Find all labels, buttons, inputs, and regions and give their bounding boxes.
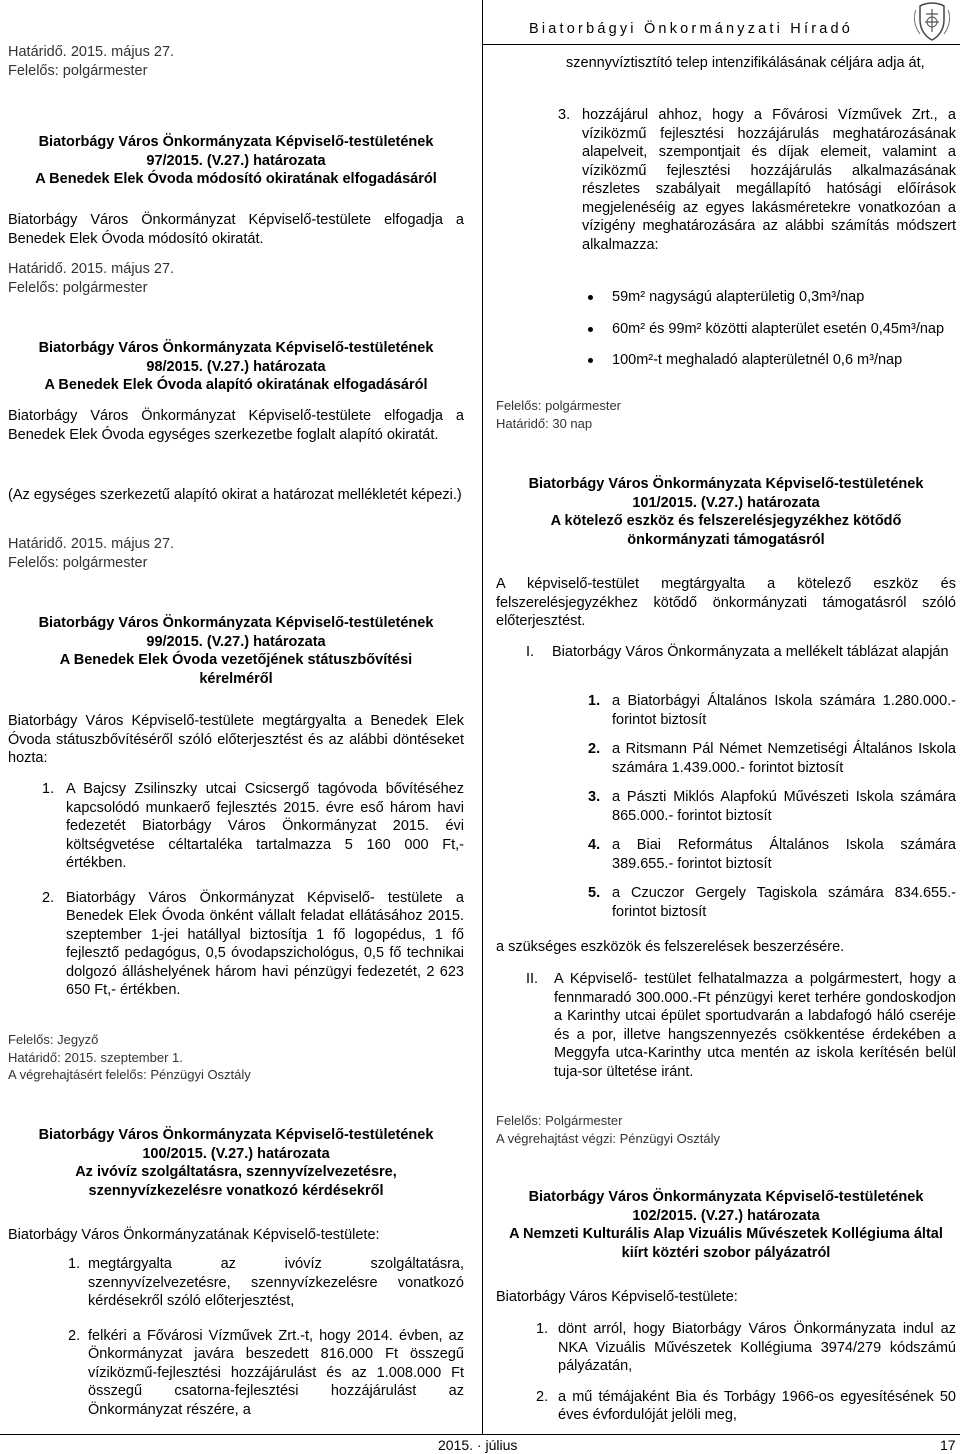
school-item — [588, 740, 956, 777]
responsible-text: Felelős: polgármester — [496, 398, 621, 413]
list-text: felkéri a Fővárosi Vízművek Zrt.-t, hogy 2014. évben, az Önkormányzat javára beszedett 816.000 Ft összegű víziközmű-fejlesztési hozzájárulást és az 1.008.000 Ft összegű csatorna-fejlesztési hozzájárulást az Önkormányzat részére, a — [88, 1327, 464, 1418]
resolution-heading: Biatorbágy Város Önkormányzata Képviselő-testületének — [38, 134, 434, 150]
bullet-text: 59m² nagyságú alapterületig 0,3m³/nap — [612, 289, 865, 305]
list-text: dönt arról, hogy Biatorbágy Város Önkormányzata indul az NKA Vizuális Művészetek Kollégiuma 3974/279 kódszámú pályázatán, — [558, 1321, 956, 1374]
resolution-102-intro: Biatorbágy Város Képviselő-testülete: — [496, 1289, 738, 1305]
deadline-text: Határidő. 2015. május 27. — [8, 44, 175, 60]
list-item — [68, 1255, 464, 1311]
school-item — [588, 884, 956, 921]
list-text: a mű témájaként Bia és Torbágy 1966-os egyesítésének 50 éves évfordulóját jelöli meg, — [558, 1388, 956, 1423]
list-item — [526, 643, 956, 662]
list-item — [42, 889, 464, 1000]
list-text: A Bajcsy Zsilinszky utcai Csicsergő tagóvoda bővítéséhez kapcsolódó munkaerő fejlesztés 2015. évre eső három havi fedezetét Biatorbágy Város Önkormányzat 2015. évi költségvetése céltartaléka tartalmazza 5 160 000 Ft,- értékben. — [66, 781, 464, 871]
resolution-99 — [8, 614, 464, 688]
list-number: 1. — [42, 781, 55, 797]
bullet-icon — [588, 327, 593, 332]
header-rule — [482, 44, 960, 45]
resolution-number: 102/2015. (V.27.) határozata — [632, 1207, 820, 1224]
resolution-title: A Benedek Elek Óvoda vezetőjének státuszbővítési kérelméről — [59, 652, 413, 687]
resolution-101 — [496, 475, 956, 549]
resolution-100-meta — [496, 397, 956, 432]
list-number: II. — [526, 971, 539, 987]
resolution-102-list — [496, 1320, 956, 1425]
bullet-text: 100m²-t meghaladó alapterületnél 0,6 m³/nap — [612, 352, 903, 368]
list-text: Biatorbágy Város Önkormányzata a mellékelt táblázat alapján — [552, 644, 949, 660]
responsible-text: Felelős: Polgármester — [496, 1113, 623, 1128]
water-demand-list — [496, 288, 956, 370]
list-number: 3. — [558, 107, 571, 123]
resolution-number: 101/2015. (V.27.) határozata — [632, 494, 820, 511]
resolution-99-body: Biatorbágy Város Képviselő-testülete megtárgyalta a Benedek Elek Óvoda státuszbővítéséről szóló előterjesztést és az alábbi döntéseket hozta: — [8, 713, 464, 766]
list-item — [42, 780, 464, 873]
newspaper-title: Biatorbágyi Önkormányzati Híradó — [528, 21, 854, 37]
list-number: 2. — [588, 741, 601, 757]
coat-of-arms-icon — [910, 0, 954, 44]
resolution-100-item-3 — [496, 106, 956, 254]
resolution-100-continuation: szennyvíztisztító telep intenzifikálásának céljára adja át, — [566, 55, 925, 71]
newspaper-header — [482, 0, 960, 48]
resolution-98-meta — [8, 535, 464, 572]
resolution-number: 100/2015. (V.27.) határozata — [142, 1145, 330, 1162]
bullet-icon — [588, 295, 593, 300]
school-item — [588, 692, 956, 729]
resolution-101-part-2 — [496, 970, 956, 1081]
deadline-text: Határidő. 2015. május 27. — [8, 261, 175, 277]
deadline-text: Határidő: 30 nap — [496, 415, 593, 431]
resolution-97 — [8, 133, 464, 189]
list-number: 1. — [68, 1256, 81, 1272]
list-number: 3. — [588, 789, 601, 805]
responsible-text: Felelős: polgármester — [8, 279, 148, 296]
resolution-101-part-1 — [496, 643, 956, 662]
resolution-number: 99/2015. (V.27.) határozata — [146, 633, 326, 650]
resolution-98 — [8, 339, 464, 395]
resolution-101-meta — [496, 1112, 956, 1147]
list-item — [536, 1388, 956, 1425]
bullet-icon — [588, 358, 593, 363]
resolution-heading: Biatorbágy Város Önkormányzata Képviselő-testületének — [38, 340, 434, 356]
resolution-98-note: (Az egységes szerkezetű alapító okirat a határozat mellékletét képezi.) — [8, 487, 462, 503]
column-divider — [482, 0, 483, 1434]
list-text: A Képviselő- testület felhatalmazza a polgármestert, hogy a fennmaradó 300.000.-Ft pénzügyi keret terhére gondoskodjon a Karinthy utcai épület sportudvarán a labdafogó háló cseréje és a por, illetve hangszennyezés csökkentése érdekében a Meggyfa utca-Karinthy utca mentén az iskola kerítésén belül tuja-sor ültetése iránt. — [554, 971, 956, 1080]
resolution-title: A Benedek Elek Óvoda alapító okiratának elfogadásáról — [44, 377, 428, 393]
list-text: megtárgyalta az ivóvíz szolgáltatásra, szennyvízelvezetésre, szennyvízkezelésre vonatkozó kérdésekről szóló előterjesztést, — [88, 1256, 464, 1309]
top-deadline-block — [8, 43, 464, 80]
resolution-heading: Biatorbágy Város Önkormányzata Képviselő-testületének — [38, 615, 434, 631]
resolution-title: Az ivóvíz szolgáltatásra, szennyvízelvezetésre, szennyvízkezelésre vonatkozó kérdésekről — [75, 1164, 397, 1199]
deadline-text: Határidő: 2015. szeptember 1. — [8, 1049, 183, 1065]
school-text: a Czuczor Gergely Tagiskola számára 834.655.- forintot biztosít — [612, 885, 956, 920]
resolution-100-list — [8, 1255, 464, 1419]
list-number: 2. — [68, 1327, 81, 1344]
resolution-title: A kötelező eszköz és felszerelésjegyzékhez kötődő önkormányzati támogatásról — [550, 513, 902, 548]
school-text: a Biai Református Általános Iskola számára 389.655.- forintot biztosít — [612, 837, 956, 872]
executor-text: A végrehajtásért felelős: Pénzügyi Osztály — [8, 1067, 251, 1082]
resolution-97-body: Biatorbágy Város Önkormányzat Képviselő-testülete elfogadja a Benedek Elek Óvoda módosító okiratát. — [8, 212, 464, 247]
resolution-99-list — [8, 780, 464, 1000]
resolution-number: 97/2015. (V.27.) határozata — [146, 152, 326, 169]
resolution-title: A Nemzeti Kulturális Alap Vizuális Művészetek Kollégiuma által kiírt köztéri szobor pályázatról — [509, 1226, 943, 1261]
list-number: 2. — [42, 889, 55, 906]
list-item — [558, 106, 956, 254]
resolution-number: 98/2015. (V.27.) határozata — [146, 358, 326, 375]
list-number: 4. — [588, 837, 601, 853]
list-number: I. — [526, 644, 535, 660]
page-number: 17 — [940, 1437, 956, 1453]
bullet-item — [582, 351, 956, 370]
school-text: a Biatorbágyi Általános Iskola számára 1.280.000.- forintot biztosít — [612, 693, 956, 728]
list-number: 5. — [588, 885, 601, 901]
school-item — [588, 836, 956, 873]
resolution-97-meta — [8, 260, 464, 297]
resolution-98-body: Biatorbágy Város Önkormányzat Képviselő-testülete elfogadja a Benedek Elek Óvoda egységes szerkezetbe foglalt alapító okiratát. — [8, 408, 464, 443]
list-item — [536, 1320, 956, 1376]
school-item — [588, 788, 956, 825]
responsible-text: Felelős: polgármester — [8, 62, 148, 79]
resolution-100 — [8, 1126, 464, 1200]
resolution-99-meta — [8, 1031, 464, 1084]
bullet-text: 60m² és 99m² közötti alapterület esetén 0,45m³/nap — [612, 320, 945, 337]
school-list — [496, 692, 956, 921]
resolution-title: A Benedek Elek Óvoda módosító okiratának elfogadásáról — [35, 171, 437, 187]
resolution-102 — [496, 1188, 956, 1262]
resolution-heading: Biatorbágy Város Önkormányzata Képviselő-testületének — [528, 1189, 924, 1205]
list-item — [68, 1327, 464, 1420]
list-item — [526, 970, 956, 1081]
list-text: Biatorbágy Város Önkormányzat Képviselő- testülete a Benedek Elek Óvoda önként vállalt feladat ellátásához 2015. szeptember 1-jei hatállyal biztosítja 1 fő logopédus, 1 fő fejlesztő pedagógus, 0,5 óvodapszichológus, 0,5 fő technikai dolgozó álláshelyének három havi pénzügyi fedezetét, 2 623 650 Ft,- értékben. — [66, 889, 464, 998]
list-text: hozzájárul ahhoz, hogy a Fővárosi Vízművek Zrt., a víziközmű fejlesztési hozzájárulás meghatározásának alapelveit, szempontjait és díjak elemeit, valamint a víziközmű fejlesztési hozzájárulás alkalmazásának részletes szabályait megállapító hatósági előírások megjelenéséig az egyes lakásméretekre vonatkozóan a vízigény meghatározására az alábbi számítás módszert alkalmazza: — [582, 107, 956, 253]
resolution-heading: Biatorbágy Város Önkormányzata Képviselő-testületének — [528, 476, 924, 492]
resolution-heading: Biatorbágy Város Önkormányzata Képviselő-testületének — [38, 1127, 434, 1143]
resolution-101-after: a szükséges eszközök és felszerelések beszerzésére. — [496, 939, 845, 955]
bullet-item — [582, 320, 956, 339]
list-number: 2. — [536, 1388, 549, 1405]
responsible-text: Felelős: Jegyző — [8, 1032, 99, 1047]
deadline-text: Határidő. 2015. május 27. — [8, 536, 175, 552]
school-text: a Ritsmann Pál Német Nemzetiségi Általános Iskola számára 1.439.000.- forintot biztosít — [612, 741, 956, 776]
responsible-text: Felelős: polgármester — [8, 554, 148, 571]
resolution-101-body: A képviselő-testület megtárgyalta a kötelező eszköz és felszerelésjegyzékhez kötődő önkormányzati támogatásról szóló előterjesztést. — [496, 576, 956, 629]
list-number: 1. — [536, 1321, 549, 1337]
school-text: a Pászti Miklós Alapfokú Művészeti Iskola számára 865.000.- forintot biztosít — [612, 789, 956, 824]
list-number: 1. — [588, 693, 601, 709]
footer-rule — [0, 1434, 960, 1435]
resolution-100-intro: Biatorbágy Város Önkormányzatának Képviselő-testülete: — [8, 1227, 380, 1243]
executor-text: A végrehajtást végzi: Pénzügyi Osztály — [496, 1130, 721, 1146]
issue-date: 2015. · július — [438, 1437, 518, 1453]
bullet-item — [582, 288, 956, 307]
